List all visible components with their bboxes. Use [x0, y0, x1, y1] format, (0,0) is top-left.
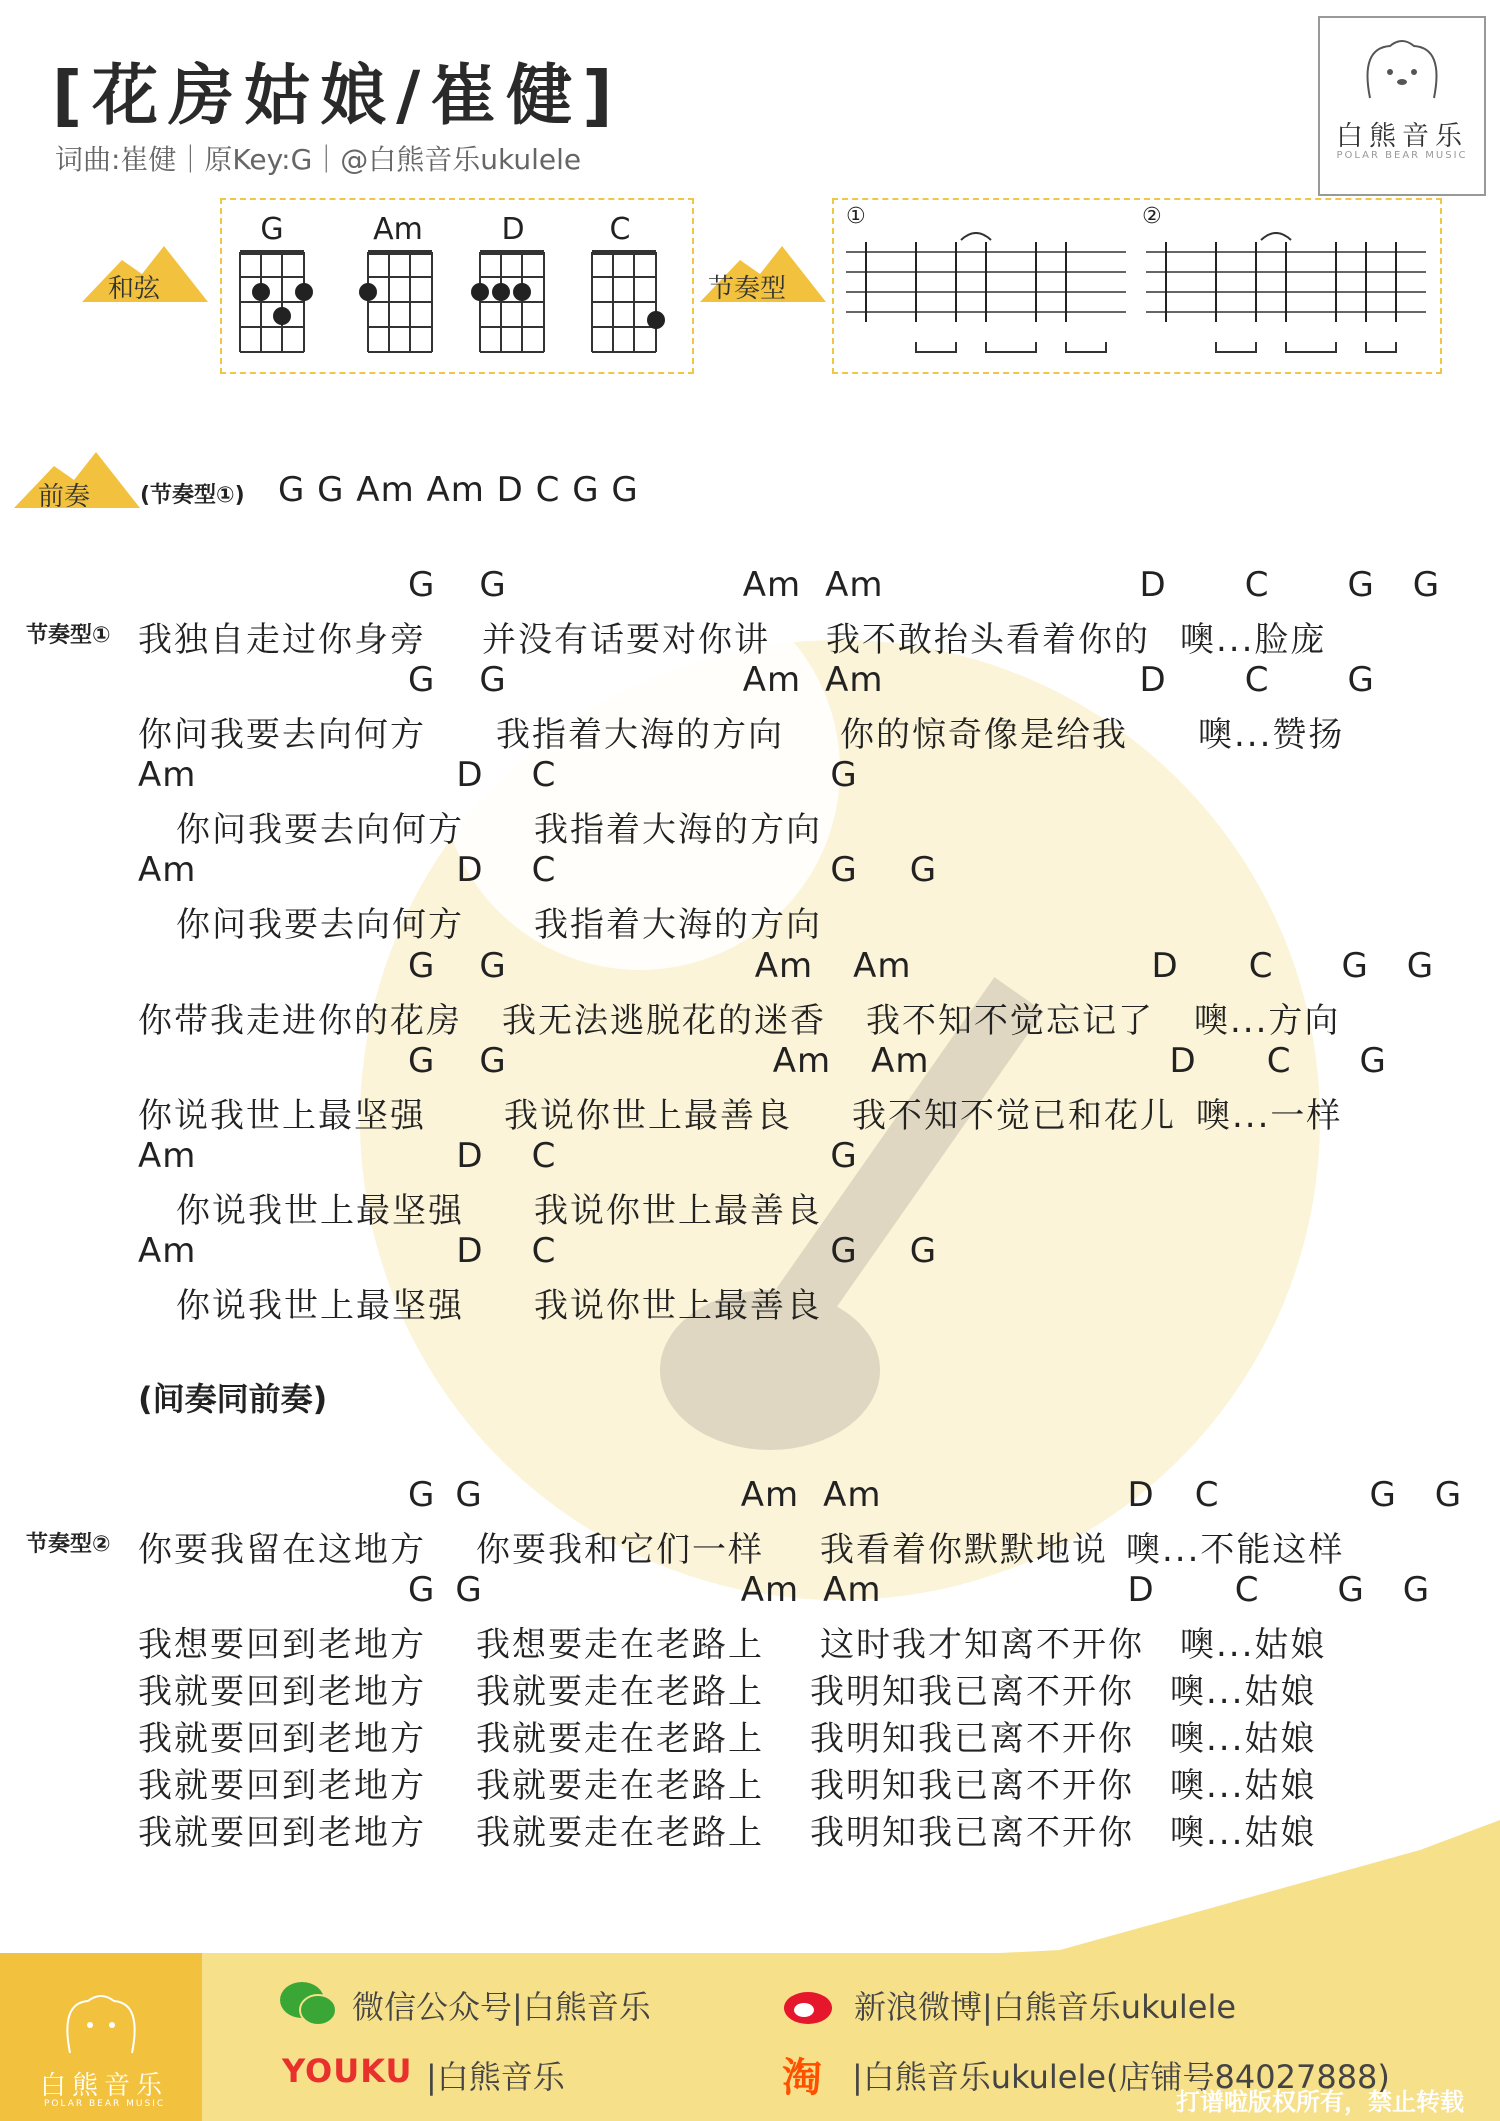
lyric: 我无法逃脱花的迷香 — [502, 1001, 826, 1041]
footer-logo — [0, 1953, 202, 2121]
lyric: 噢...脸庞 — [1180, 620, 1327, 660]
chord-row-5 — [408, 946, 1434, 986]
footer-bear-icon — [0, 1953, 202, 2063]
chord-grids — [236, 250, 676, 360]
chord-g: G — [1434, 1475, 1463, 1515]
song-title: [花房姑娘/崔健] — [52, 57, 623, 134]
chord-am: Am — [853, 946, 912, 986]
lyric: 你说我世上最坚强 — [138, 1096, 426, 1136]
chord-c: C — [1266, 1041, 1292, 1081]
chord-name-d: D — [501, 212, 525, 247]
chord-c: C — [531, 850, 557, 890]
lyric: 你的惊奇像是给我 — [840, 715, 1128, 755]
chord-am: Am — [825, 565, 884, 605]
bear-icon — [1320, 18, 1484, 114]
chord-d: D — [1139, 660, 1167, 700]
lyric-row-14 — [138, 1805, 1316, 1854]
intro-label: 前奏 — [38, 482, 91, 512]
youku-logo[interactable]: YOUKU — [282, 2052, 413, 2090]
chord-am: Am — [740, 1570, 800, 1610]
lyric: 我就要回到老地方 — [138, 1766, 426, 1806]
weibo-text[interactable]: 新浪微博|白熊音乐ukulele — [854, 1988, 1237, 2026]
wechat-text[interactable]: 微信公众号|白熊音乐 — [352, 1988, 651, 2026]
chord-g: G — [830, 850, 858, 890]
chord-g: G — [1347, 660, 1375, 700]
lyric: 我想要走在老路上 — [476, 1625, 764, 1665]
lyric: 你带我走进你的花房 — [138, 1001, 462, 1041]
footer-logo-cn: 白熊音乐 — [40, 2071, 169, 2101]
song-credits: 词曲:崔健｜原Key:G｜@白熊音乐ukulele — [55, 143, 582, 176]
lyric: 你说我世上最坚强 — [176, 1286, 464, 1326]
chord-g: G — [1337, 1570, 1365, 1610]
chord-row-9 — [408, 1475, 1462, 1515]
lyric-row-3 — [176, 802, 822, 851]
lyric-row-6 — [138, 1088, 1342, 1137]
lyric: 我指着大海的方向 — [534, 810, 822, 850]
interlude-note: (间奏同前奏) — [138, 1380, 328, 1418]
lyric: 这时我才知离不开你 — [820, 1625, 1144, 1665]
lyric: 噢...不能这样 — [1126, 1530, 1345, 1570]
lyric: 我不知不觉忘记了 — [866, 1001, 1154, 1041]
chord-row-2 — [408, 660, 1375, 700]
lyric-row-1 — [138, 612, 1326, 661]
chord-g: G — [909, 1231, 938, 1271]
chord-g: G — [909, 850, 938, 890]
brand-logo-en: POLAR BEAR MUSIC — [1336, 150, 1468, 161]
lyric: 我说你世上最善良 — [534, 1286, 822, 1326]
chord-am: Am — [138, 1136, 197, 1176]
chord-name-g: G — [260, 212, 284, 247]
chord-c: C — [1244, 565, 1270, 605]
rhythm-pattern-2-number: ② — [1142, 204, 1162, 229]
lyric: 我就要走在老路上 — [476, 1672, 764, 1712]
lyric: 噢...姑娘 — [1170, 1672, 1317, 1712]
chord-label: 和弦 — [108, 274, 161, 304]
lyric: 你要我和它们一样 — [476, 1530, 764, 1570]
chord-name-c: C — [609, 212, 631, 247]
chord-c: C — [1244, 660, 1270, 700]
chord-c: C — [1248, 946, 1274, 986]
lyric: 噢...姑娘 — [1170, 1719, 1317, 1759]
chord-row-3 — [138, 755, 858, 795]
chord-am: Am — [871, 1041, 930, 1081]
brand-logo — [1318, 16, 1486, 196]
intro-chords: G G Am Am D C G G — [278, 470, 639, 510]
chord-c: C — [1234, 1570, 1260, 1610]
taobao-icon[interactable]: 淘 — [782, 2055, 822, 2101]
chord-g: G — [479, 1041, 507, 1081]
chord-row-8 — [138, 1231, 937, 1271]
lyric: 我就要走在老路上 — [476, 1766, 764, 1806]
chord-g: G — [1359, 1041, 1387, 1081]
lyric: 噢...姑娘 — [1170, 1766, 1317, 1806]
lyric-row-4 — [176, 897, 822, 946]
chord-am: Am — [754, 946, 814, 986]
lyric-row-2 — [138, 707, 1344, 756]
brand-logo-cn: 白熊音乐 — [1336, 121, 1468, 152]
lyric: 我指着大海的方向 — [534, 905, 822, 945]
lyric: 噢...姑娘 — [1180, 1625, 1327, 1665]
lyric: 噢...赞扬 — [1198, 715, 1345, 755]
lyric: 我明知我已离不开你 — [810, 1719, 1134, 1759]
lyric: 你要我留在这地方 — [138, 1530, 426, 1570]
lyric-row-5 — [138, 993, 1340, 1042]
footer-logo-en: POLAR BEAR MUSIC — [44, 2099, 166, 2109]
verse2-pattern-label: 节奏型② — [26, 1532, 111, 1557]
chord-d: D — [1139, 565, 1167, 605]
chord-d: D — [1127, 1475, 1155, 1515]
chord-g: G — [830, 1231, 858, 1271]
lyric: 你问我要去向何方 — [176, 905, 464, 945]
chord-g: G — [408, 565, 436, 605]
chord-g: G — [455, 1570, 483, 1610]
chord-am: Am — [740, 1475, 800, 1515]
rhythm-label: 节奏型 — [708, 274, 787, 304]
lyric: 我就要回到老地方 — [138, 1672, 426, 1712]
chord-am: Am — [825, 660, 884, 700]
chord-d: D — [456, 1136, 484, 1176]
taobao-text[interactable]: |白熊音乐ukulele(店铺号84027888) — [852, 2058, 1390, 2096]
lyric: 并没有话要对你讲 — [482, 620, 770, 660]
lyric: 我看着你默默地说 — [820, 1530, 1108, 1570]
chord-c: C — [531, 1136, 557, 1176]
chord-d: D — [1127, 1570, 1155, 1610]
chord-g: G — [408, 660, 436, 700]
chord-g: G — [479, 946, 507, 986]
lyric-row-12 — [138, 1711, 1316, 1760]
chord-am: Am — [138, 1231, 197, 1271]
chord-g: G — [1369, 1475, 1397, 1515]
chord-row-4 — [138, 850, 937, 890]
chord-d: D — [1169, 1041, 1197, 1081]
lyric-row-10 — [138, 1617, 1326, 1666]
chord-g: G — [479, 565, 507, 605]
lyric: 我独自走过你身旁 — [138, 620, 426, 660]
chord-am: Am — [772, 1041, 832, 1081]
lyric: 噢...方向 — [1194, 1001, 1341, 1041]
chord-am: Am — [138, 755, 197, 795]
lyric: 我说你世上最善良 — [534, 1191, 822, 1231]
lyric: 我明知我已离不开你 — [810, 1766, 1134, 1806]
intro-pattern: (节奏型①) — [140, 483, 245, 508]
youku-text[interactable]: |白熊音乐 — [426, 2058, 565, 2096]
lyric: 我说你世上最善良 — [504, 1096, 792, 1136]
lyric-row-7 — [176, 1183, 822, 1232]
lyric: 我就要走在老路上 — [476, 1719, 764, 1759]
rhythm-pattern-1-number: ① — [846, 204, 866, 229]
chord-g: G — [408, 946, 436, 986]
lyric: 你说我世上最坚强 — [176, 1191, 464, 1231]
wechat-icon[interactable] — [278, 1980, 338, 2028]
verse1-pattern-label: 节奏型① — [26, 623, 111, 648]
lyric: 我指着大海的方向 — [496, 715, 784, 755]
lyric: 我想要回到老地方 — [138, 1625, 426, 1665]
lyric: 我明知我已离不开你 — [810, 1813, 1134, 1853]
lyric-row-8 — [176, 1278, 822, 1327]
chord-am: Am — [823, 1475, 882, 1515]
lyric-row-11 — [138, 1664, 1316, 1713]
copyright-notice: 打谱啦版权所有，禁止转载 — [1176, 2088, 1464, 2116]
chord-g: G — [830, 1136, 858, 1176]
chord-c: C — [531, 755, 557, 795]
chord-d: D — [456, 850, 484, 890]
chord-name-am: Am — [373, 212, 423, 247]
chord-am: Am — [742, 565, 802, 605]
chord-row-10 — [408, 1570, 1430, 1610]
chord-c: C — [531, 1231, 557, 1271]
lyric: 我就要回到老地方 — [138, 1813, 426, 1853]
chord-d: D — [456, 755, 484, 795]
chord-g: G — [408, 1570, 436, 1610]
chord-g: G — [455, 1475, 483, 1515]
chord-g: G — [1347, 565, 1375, 605]
chord-g: G — [479, 660, 507, 700]
lyric: 你问我要去向何方 — [138, 715, 426, 755]
chord-row-1 — [408, 565, 1440, 605]
lyric: 噢...一样 — [1196, 1096, 1343, 1136]
chord-g: G — [1341, 946, 1369, 986]
lyric: 噢...姑娘 — [1170, 1813, 1317, 1853]
chord-g: G — [408, 1475, 436, 1515]
lyric: 我不敢抬头看着你的 — [826, 620, 1150, 660]
rhythm-pattern-notation — [846, 232, 1426, 362]
chord-g: G — [1412, 565, 1441, 605]
lyric: 我就要回到老地方 — [138, 1719, 426, 1759]
chord-g: G — [830, 755, 858, 795]
chord-d: D — [1151, 946, 1179, 986]
chord-c: C — [1194, 1475, 1220, 1515]
lyric: 我明知我已离不开你 — [810, 1672, 1134, 1712]
chord-row-7 — [138, 1136, 858, 1176]
lyric-row-13 — [138, 1758, 1316, 1807]
lyric: 我不知不觉已和花儿 — [852, 1096, 1176, 1136]
weibo-icon[interactable] — [780, 1980, 840, 2028]
chord-am: Am — [823, 1570, 882, 1610]
lyric-row-9 — [138, 1522, 1344, 1571]
chord-am: Am — [742, 660, 802, 700]
lyric: 你问我要去向何方 — [176, 810, 464, 850]
chord-g: G — [408, 1041, 436, 1081]
chord-row-6 — [408, 1041, 1387, 1081]
chord-g: G — [1406, 946, 1435, 986]
lyric: 我就要走在老路上 — [476, 1813, 764, 1853]
chord-g: G — [1402, 1570, 1431, 1610]
chord-am: Am — [138, 850, 197, 890]
chord-d: D — [456, 1231, 484, 1271]
